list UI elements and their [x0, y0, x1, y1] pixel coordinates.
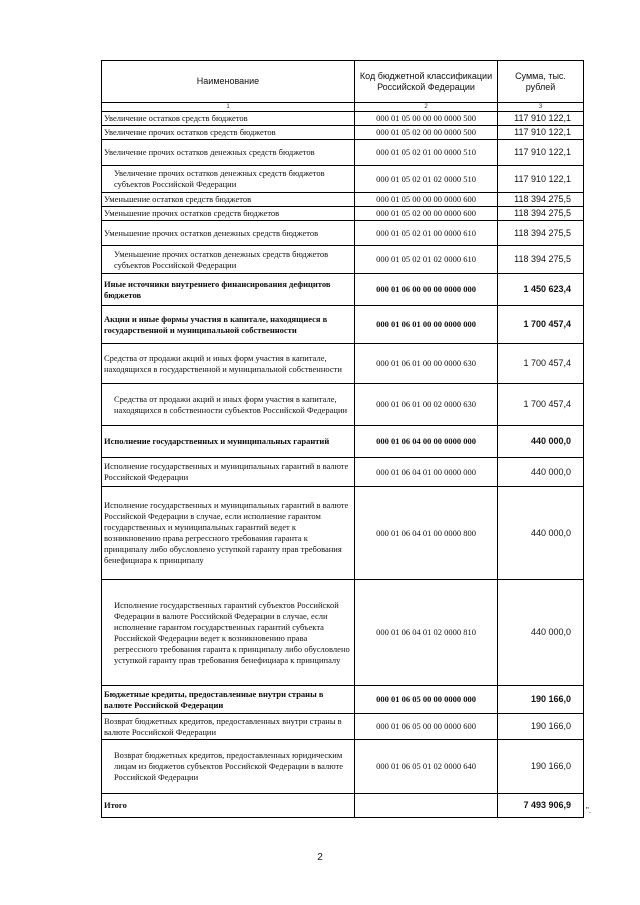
table-row — [102, 384, 584, 426]
row-name: Исполнение государственных гарантий субъектов Российской Федерации в валюте Российской Федерации в случае, если исполнение гарантом государственных гарантий субъекта Российской Федерации ведет к возникновению права регрессного требования гаранта к принципалу либо обусловлено уступкой гаранту прав требования бенефициара к принципалу — [102, 580, 355, 686]
table-row — [102, 426, 584, 458]
closing-quote: ". — [586, 806, 592, 815]
header-amount: Сумма, тыс. рублей — [498, 61, 584, 103]
row-amount: 190 166,0 — [498, 714, 584, 740]
table-row — [102, 458, 584, 487]
header-name: Наименование — [102, 61, 355, 103]
row-name: Средства от продажи акций и иных форм участия в капитале, находящихся в собственности субъектов Российской Федерации — [102, 384, 355, 426]
row-amount: 118 394 275,5 — [498, 221, 584, 246]
row-amount: 440 000,0 — [498, 426, 584, 458]
row-amount: 118 394 275,5 — [498, 207, 584, 221]
table-row — [102, 126, 584, 140]
table-row — [102, 714, 584, 740]
row-name: Уменьшение остатков средств бюджетов — [102, 193, 355, 207]
table-row — [102, 344, 584, 384]
row-name: Уменьшение прочих остатков денежных средств бюджетов — [102, 221, 355, 246]
table-row — [102, 207, 584, 221]
row-amount: 1 450 623,4 — [498, 274, 584, 306]
row-amount: 117 910 122,1 — [498, 166, 584, 193]
row-code: 000 01 06 04 01 00 0000 000 — [355, 458, 498, 487]
row-code: 000 01 06 05 00 00 0000 600 — [355, 714, 498, 740]
table-row — [102, 686, 584, 714]
header-code: Код бюджетной классификации Российской Федерации — [355, 61, 498, 103]
row-code: 000 01 05 02 01 00 0000 610 — [355, 221, 498, 246]
table-row — [102, 274, 584, 306]
row-name: Акции и иные формы участия в капитале, находящиеся в государственной и муниципальной собственности — [102, 306, 355, 344]
row-amount: 1 700 457,4 — [498, 384, 584, 426]
row-code: 000 01 05 02 00 00 0000 500 — [355, 126, 498, 140]
row-amount: 440 000,0 — [498, 580, 584, 686]
row-amount: 118 394 275,5 — [498, 193, 584, 207]
row-code: 000 01 05 02 01 00 0000 510 — [355, 140, 498, 166]
row-code: 000 01 06 04 01 02 0000 810 — [355, 580, 498, 686]
row-amount: 440 000,0 — [498, 458, 584, 487]
row-code — [355, 794, 498, 818]
row-code: 000 01 05 00 00 00 0000 500 — [355, 112, 498, 126]
row-code: 000 01 06 04 00 00 0000 000 — [355, 426, 498, 458]
row-code: 000 01 05 02 01 02 0000 510 — [355, 166, 498, 193]
row-name: Уменьшение прочих остатков денежных средств бюджетов субъектов Российской Федерации — [102, 246, 355, 274]
row-name: Иные источники внутреннего финансирования дефицитов бюджетов — [102, 274, 355, 306]
row-amount: 7 493 906,9 — [498, 794, 584, 818]
row-code: 000 01 06 04 01 00 0000 800 — [355, 487, 498, 580]
row-amount: 117 910 122,1 — [498, 112, 584, 126]
column-number: 1 — [102, 103, 355, 112]
row-code: 000 01 06 01 00 00 0000 000 — [355, 306, 498, 344]
row-amount: 118 394 275,5 — [498, 246, 584, 274]
row-name: Бюджетные кредиты, предоставленные внутри страны в валюте Российской Федерации — [102, 686, 355, 714]
row-name: Уменьшение прочих остатков средств бюджетов — [102, 207, 355, 221]
row-amount: 117 910 122,1 — [498, 140, 584, 166]
row-name: Возврат бюджетных кредитов, предоставленных внутри страны в валюте Российской Федерации — [102, 714, 355, 740]
row-code: 000 01 06 05 00 00 0000 000 — [355, 686, 498, 714]
table-row — [102, 306, 584, 344]
row-code: 000 01 05 02 00 00 0000 600 — [355, 207, 498, 221]
row-amount: 117 910 122,1 — [498, 126, 584, 140]
table-row — [102, 140, 584, 166]
row-code: 000 01 06 01 00 02 0000 630 — [355, 384, 498, 426]
table-row — [102, 487, 584, 580]
total-row — [102, 794, 584, 818]
row-amount: 1 700 457,4 — [498, 306, 584, 344]
row-name: Итого — [102, 794, 355, 818]
table-row — [102, 193, 584, 207]
row-name: Увеличение прочих остатков средств бюджетов — [102, 126, 355, 140]
row-code: 000 01 05 00 00 00 0000 600 — [355, 193, 498, 207]
row-amount: 440 000,0 — [498, 487, 584, 580]
row-name: Средства от продажи акций и иных форм участия в капитале, находящихся в государственной и муниципальной собственности — [102, 344, 355, 384]
row-name: Исполнение государственных и муниципальных гарантий в валюте Российской Федерации в случае, если исполнение гарантом государственных и муниципальных гарантий ведет к возникновению права регрессного требования гаранта к принципалу либо обусловлено уступкой гаранту прав требования бенефициара к принципалу — [102, 487, 355, 580]
table-row — [102, 221, 584, 246]
row-name: Исполнение государственных и муниципальных гарантий — [102, 426, 355, 458]
row-name: Увеличение прочих остатков денежных средств бюджетов — [102, 140, 355, 166]
row-amount: 190 166,0 — [498, 740, 584, 794]
column-number: 3 — [498, 103, 584, 112]
row-name: Увеличение прочих остатков денежных средств бюджетов субъектов Российской Федерации — [102, 166, 355, 193]
row-amount: 190 166,0 — [498, 686, 584, 714]
row-name: Увеличение остатков средств бюджетов — [102, 112, 355, 126]
budget-sources-table — [101, 60, 584, 818]
row-code: 000 01 06 05 01 02 0000 640 — [355, 740, 498, 794]
row-amount: 1 700 457,4 — [498, 344, 584, 384]
column-number: 2 — [355, 103, 498, 112]
row-code: 000 01 05 02 01 02 0000 610 — [355, 246, 498, 274]
table-row — [102, 580, 584, 686]
row-name: Возврат бюджетных кредитов, предоставленных юридическим лицам из бюджетов субъектов Российской Федерации в валюте Российской Федерации — [102, 740, 355, 794]
page-number: 2 — [317, 852, 323, 863]
table-row — [102, 246, 584, 274]
row-name: Исполнение государственных и муниципальных гарантий в валюте Российской Федерации — [102, 458, 355, 487]
table-row — [102, 740, 584, 794]
row-code: 000 01 06 00 00 00 0000 000 — [355, 274, 498, 306]
row-code: 000 01 06 01 00 00 0000 630 — [355, 344, 498, 384]
table-row — [102, 112, 584, 126]
table-row — [102, 166, 584, 193]
